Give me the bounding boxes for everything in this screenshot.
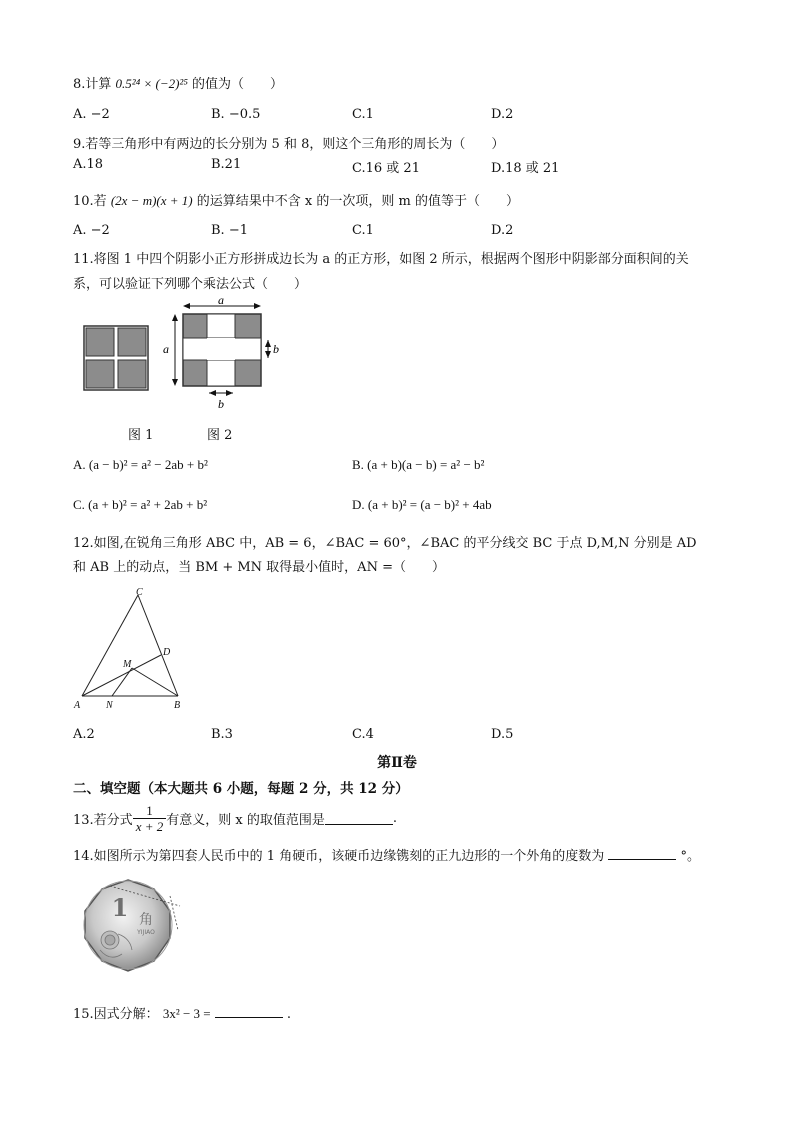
q10-stem <box>73 190 519 209</box>
figure-2 <box>172 303 271 396</box>
coin-value: 1 <box>111 893 129 922</box>
q8-stem <box>73 73 283 92</box>
q13-end: . <box>392 810 397 826</box>
segment-bm <box>132 668 178 696</box>
part2-title: 第Ⅱ卷 <box>377 755 417 771</box>
q13-answer-blank[interactable] <box>325 812 393 825</box>
q12-option-d: D.5 <box>491 727 514 742</box>
q13-fraction-numerator: 1 <box>133 803 167 819</box>
q12-option-a: A.2 <box>73 727 95 742</box>
q15-stem <box>73 1003 291 1022</box>
q9-option-c: C.16 或 21 <box>352 161 420 176</box>
q10-option-a: A. −2 <box>73 223 110 238</box>
q12-triangle-figure <box>70 585 200 715</box>
q15-expression: 3x² − 3 = <box>162 1006 211 1021</box>
q9-option-a: A.18 <box>73 157 104 172</box>
q8-option-a: A. −2 <box>73 107 110 122</box>
q13-text-pre: 13.若分式 <box>73 812 133 828</box>
q10-option-b: B. −1 <box>211 223 248 238</box>
q13-text-post: 有意义，则 x 的取值范围是 <box>166 812 325 828</box>
q15-end: . <box>286 1007 292 1022</box>
q11-stem-line1: 11.将图 1 中四个阴影小正方形拼成边长为 a 的正方形，如图 2 所示，根据两个图形中阴影部分面积间的关 <box>73 252 689 267</box>
fig2-label-a-left: a <box>163 342 169 356</box>
fig2-caption: 图 2 <box>207 428 233 443</box>
point-c-label: C <box>136 587 143 598</box>
q8-option-b: B. −0.5 <box>211 107 261 122</box>
q15-text-pre: 15.因式分解： <box>73 1007 159 1022</box>
fig2-label-b-right: b <box>273 342 279 356</box>
q10-option-c: C.1 <box>352 223 374 238</box>
q13-stem <box>73 800 397 836</box>
q11-option-a: A. (a − b)² = a² − 2ab + b² <box>73 457 208 472</box>
segment-ac <box>82 595 138 696</box>
fig1-caption: 图 1 <box>128 428 154 443</box>
q15-answer-blank[interactable] <box>215 1005 283 1018</box>
q10-option-d: D.2 <box>491 223 514 238</box>
coin-char: 角 <box>139 912 153 928</box>
point-a-label: A <box>74 700 81 711</box>
q10-expression: (2x − m)(x + 1) <box>110 193 193 208</box>
q13-fraction-denominator: x + 2 <box>135 818 164 834</box>
coin-pinyin: YIJIAO <box>137 929 155 936</box>
coin-image <box>70 872 190 982</box>
q11-option-c: C. (a + b)² = a² + 2ab + b² <box>73 497 208 512</box>
segment-bc <box>138 595 178 696</box>
fig2-label-a-top: a <box>218 296 224 307</box>
figure-1 <box>84 326 148 390</box>
q12-option-c: C.4 <box>352 727 374 742</box>
q14-end: °。 <box>680 849 701 864</box>
section2-title: 二、填空题（本大题共 6 小题，每题 2 分，共 12 分） <box>73 781 409 797</box>
q8-text-post: 的值为（ ） <box>191 77 283 92</box>
q14-answer-blank[interactable] <box>608 847 676 860</box>
q14-stem <box>73 845 700 864</box>
q10-text-pre: 10.若 <box>73 194 107 209</box>
q9-option-d: D.18 或 21 <box>491 161 560 176</box>
point-n-label: N <box>106 700 113 711</box>
q12-stem-line2: 和 AB 上的动点，当 BM + MN 取得最小值时，AN =（ ） <box>73 560 445 575</box>
point-m-label: M <box>123 659 132 670</box>
point-d-label: D <box>163 647 171 658</box>
point-b-label: B <box>174 700 181 711</box>
q11-stem-line2: 系，可以验证下列哪个乘法公式（ ） <box>73 277 308 292</box>
q11-option-b: B. (a + b)(a − b) = a² − b² <box>352 457 485 472</box>
q8-option-c: C.1 <box>352 107 374 122</box>
q9-stem: 9.若等三角形中有两边的长分别为 5 和 8，则这个三角形的周长为（ ） <box>73 137 505 152</box>
fig2-label-b-bottom: b <box>218 397 224 411</box>
q8-expression: 0.5²⁴ × (−2)²⁵ <box>115 76 188 91</box>
segment-mn <box>112 668 132 696</box>
q8-text-pre: 8.计算 <box>73 77 112 92</box>
q11-figures <box>80 296 290 416</box>
q9-option-b: B.21 <box>211 157 242 172</box>
q12-option-b: B.3 <box>211 727 233 742</box>
q14-text: 14.如图所示为第四套人民币中的 1 角硬币，该硬币边缘镌刻的正九边形的一个外角的度数为 <box>73 849 605 864</box>
q8-option-d: D.2 <box>491 107 514 122</box>
q10-text-post: 的运算结果中不含 x 的一次项，则 m 的值等于（ ） <box>196 194 519 209</box>
q11-option-d: D. (a + b)² = (a − b)² + 4ab <box>352 497 492 512</box>
q12-stem-line1: 12.如图,在锐角三角形 ABC 中，AB = 6，∠BAC = 60°，∠BAC 的平分线交 BC 于点 D,M,N 分别是 AD <box>73 536 697 551</box>
q13-fraction <box>133 803 167 834</box>
